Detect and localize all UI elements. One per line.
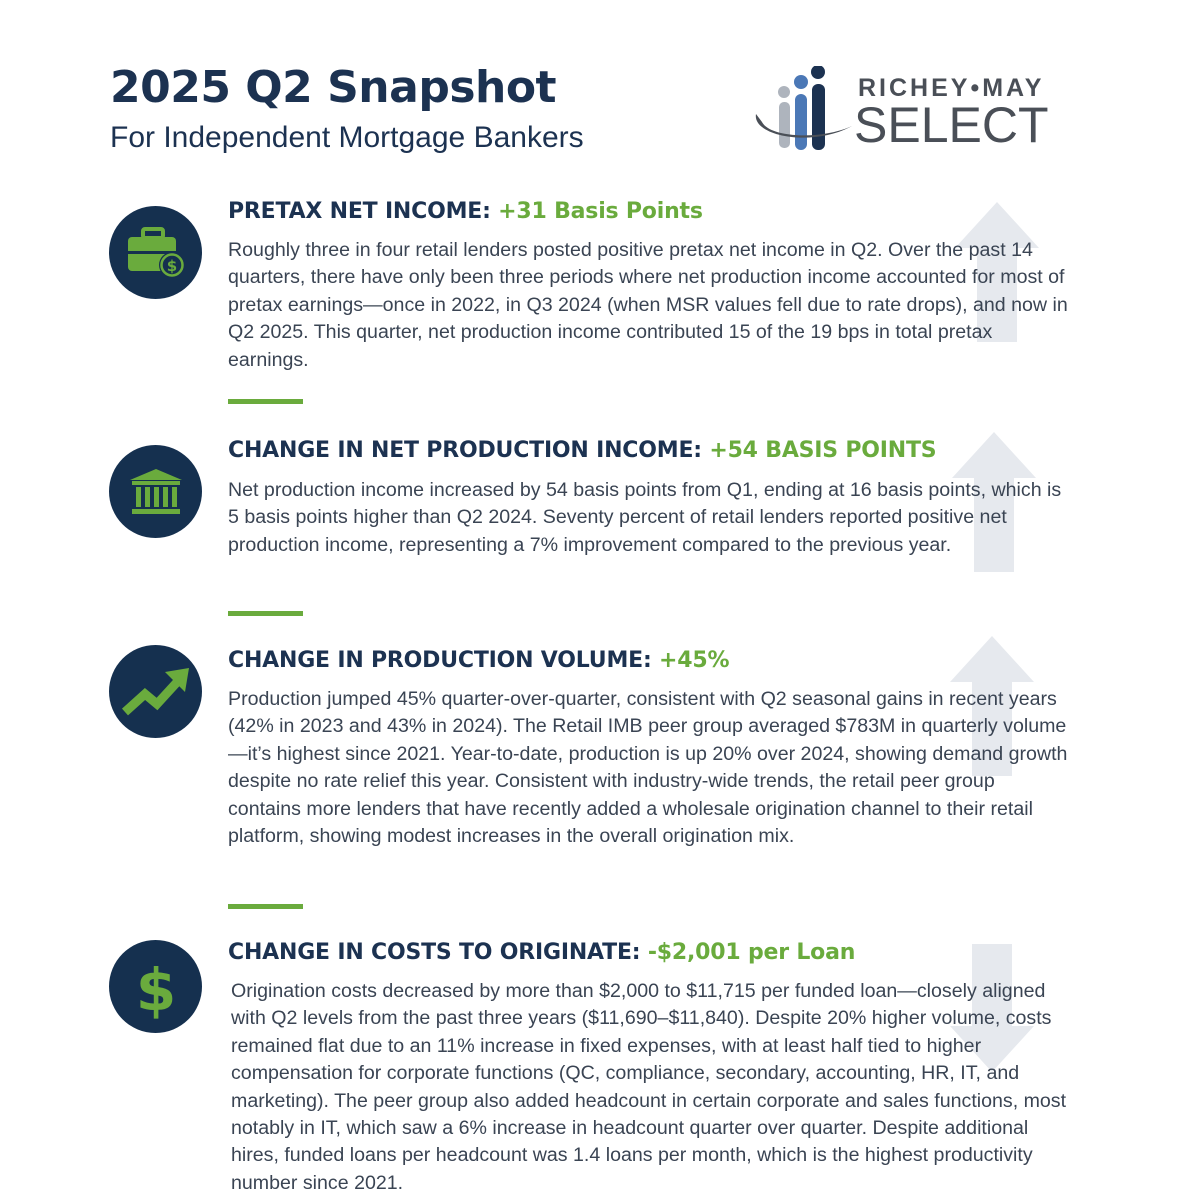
divider: [228, 904, 303, 909]
section-body: Origination costs decreased by more than $2,000 to $11,715 per funded loan—closely aligned with Q2 levels from the past three years ($11,690–$11,840). Despite 20% higher volume, costs remained flat due to an 11% increase in fixed expenses, with at least half tied to higher compensation for corporate functions (QC, compliance, secondary, accounting, HR, IT, and marketing). The peer group also added headcount in certain corporate and sales functions, most notably in IT, which saw a 6% increase in headcount quarter over quarter. Despite additional hires, funded loans per headcount was 1.4 loans per month, which is the highest productivity number since 2021.: [231, 980, 1067, 1194]
page-title: 2025 Q2 Snapshot: [110, 62, 557, 113]
section-body: Production jumped 45% quarter-over-quarter, consistent with Q2 seasonal gains in recent years (42% in 2023 and 43% in 2024). The Retail IMB peer group averaged $783M in quarterly volume—it’s highest since 2021. Year-to-date, production is up 20% over 2024, showing demand growth despite no rate relief this year. Consistent with industry-wide trends, the retail peer group contains more lenders that have recently added a wholesale origination channel to their retail platform, showing modest increases in the overall origination mix.: [228, 688, 1068, 848]
dollar-sign-icon: [109, 940, 202, 1033]
logo-wordmark-top: RICHEY•MAY: [858, 74, 1045, 102]
logo-wordmark-bottom: SELECT: [854, 97, 1049, 153]
heading-value: -$2,001 per Loan: [647, 940, 856, 965]
heading-value: +31 Basis Points: [498, 199, 703, 224]
divider: [228, 611, 303, 616]
heading-value: +54 BASIS POINTS: [709, 438, 937, 463]
svg-text:$: $: [166, 256, 177, 275]
svg-text:$: $: [135, 955, 176, 1020]
section-heading: [228, 438, 936, 463]
section-body: Roughly three in four retail lenders posted positive pretax net income in Q2. Over the past 14 quarters, there have only been three periods where net production income accounted for most of pretax earnings—once in 2022, in Q3 2024 (when MSR values fell due to rate drops), and now in Q2 2025. This quarter, net production income contributed 15 of the 19 bps in total pretax earnings.: [228, 239, 1068, 371]
bank-building-icon: [109, 445, 202, 538]
heading-label: PRETAX NET INCOME:: [228, 199, 499, 224]
heading-label: CHANGE IN COSTS TO ORIGINATE:: [228, 940, 648, 965]
heading-value: +45%: [659, 648, 730, 673]
section-body: Net production income increased by 54 basis points from Q1, ending at 16 basis points, which is 5 basis points higher than Q2 2024. Seventy percent of retail lenders reported positive net production income, representing a 7% improvement compared to the previous year.: [228, 479, 1062, 556]
divider: [228, 399, 303, 404]
heading-label: CHANGE IN NET PRODUCTION INCOME:: [228, 438, 710, 463]
heading-label: CHANGE IN PRODUCTION VOLUME:: [228, 648, 660, 673]
page-subtitle: For Independent Mortgage Bankers: [110, 121, 584, 154]
trend-up-icon: [109, 645, 202, 738]
briefcase-dollar-icon: [109, 206, 202, 299]
logo-mark-icon: [752, 66, 852, 156]
section-heading: [228, 648, 729, 673]
section-heading: [228, 940, 855, 965]
company-logo: [752, 66, 1062, 156]
section-heading: [228, 199, 703, 224]
